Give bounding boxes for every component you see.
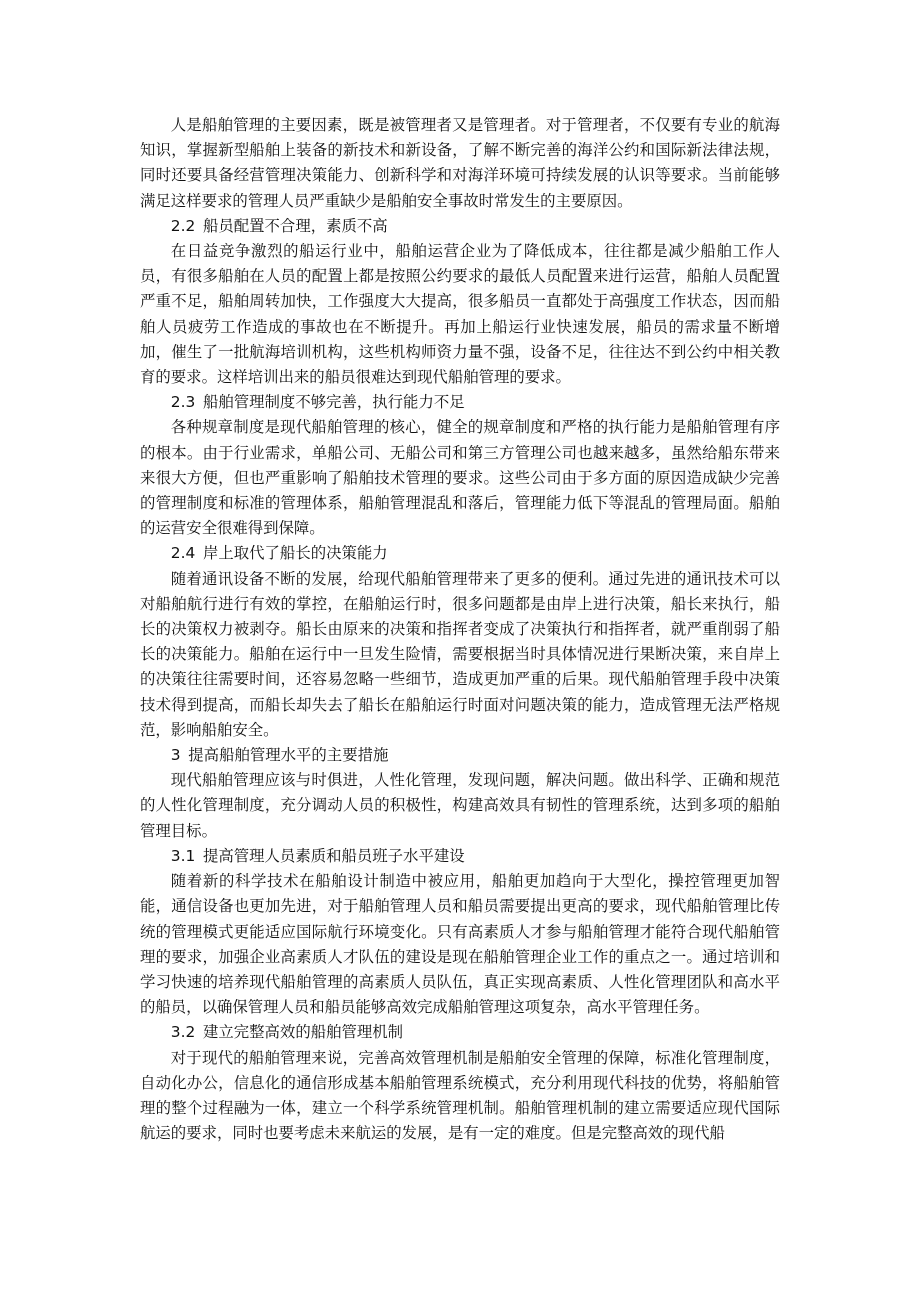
document-body	[140, 113, 780, 1146]
section-title: 提高管理人员素质和船员班子水平建设	[202, 846, 465, 865]
section-title: 船员配置不合理，素质不高	[202, 216, 388, 235]
paragraph-crew-allocation: 在日益竞争激烈的船运行业中，船舶运营企业为了降低成本，往往都是减少船舶工作人员，有很多船舶在人员的配置上都是按照公约要求的最低人员配置来进行运营，船舶人员配置严重不足，船舶周转加快，工作强度大大提高，很多船员一直都处于高强度工作状态，因而船舶人员疲劳工作造成的事故也在不断提升。再加上船运行业快速发展，船员的需求量不断增加，催生了一批航海培训机构，这些机构师资力量不强，设备不足，往往达不到公约中相关教育的要求。这样培训出来的船员很难达到现代船舶管理的要求。	[140, 242, 780, 387]
section-heading-2-4	[140, 541, 780, 566]
paragraph-personnel-quality: 随着新的科学技术在船舶设计制造中被应用，船舶更加趋向于大型化，操控管理更加智能，通信设备也更加先进，对于船舶管理人员和船员需要提出更高的要求，现代船舶管理比传统的管理模式更能适应国际航行环境变化。只有高素质人才参与船舶管理才能符合现代船舶管理的要求，加强企业高素质人才队伍的建设是现在船舶管理企业工作的重点之一。通过培训和学习快速的培养现代船舶管理的高素质人员队伍，真正实现高素质、人性化管理团队和高水平的船员，以确保管理人员和船员能够高效完成船舶管理这项复杂，高水平管理任务。	[140, 872, 780, 1017]
section-number: 3.2	[170, 1023, 196, 1042]
section-heading-3-1	[140, 844, 780, 869]
paragraph-captain-decision: 随着通讯设备不断的发展，给现代船舶管理带来了更多的便利。通过先进的通讯技术可以对船舶航行进行有效的掌控，在船舶运行时，很多问题都是由岸上进行决策，船长来执行，船长的决策权力被剥夺。船长由原来的决策和指挥者变成了决策执行和指挥者，就严重削弱了船长的决策能力。船舶在运行中一旦发生险情，需要根据当时具体情况进行果断决策，来自岸上的决策往往需要时间，还容易忽略一些细节，造成更加严重的后果。现代船舶管理手段中决策技术得到提高，而船长却失去了船长在船舶运行时面对问题决策的能力，造成管理无法严格规范，影响船舶安全。	[140, 569, 780, 739]
paragraph-management-system: 各种规章制度是现代船舶管理的核心，健全的规章制度和严格的执行能力是船舶管理有序的根本。由于行业需求，单船公司、无船公司和第三方管理公司也越来越多，虽然给船东带来来很大方便，但也严重影响了船舶技术管理的要求。这些公司由于多方面的原因造成缺少完善的管理制度和标准的管理体系，船舶管理混乱和落后，管理能力低下等混乱的管理局面。船舶的运营安全很难得到保障。	[140, 418, 780, 538]
section-heading-2-3	[140, 390, 780, 415]
section-title: 提高船舶管理水平的主要措施	[188, 746, 389, 765]
paragraph-management-mechanism: 对于现代的船舶管理来说，完善高效管理机制是船舶安全管理的保障，标准化管理制度，自动化办公，信息化的通信形成基本船舶管理系统模式，充分利用现代科技的优势，将船舶管理的整个过程融为一体，建立一个科学系统管理机制。船舶管理机制的建立需要适应现代国际航运的要求，同时也要考虑未来航运的发展，是有一定的难度。但是完整高效的现代船	[140, 1048, 780, 1143]
section-number: 2.2	[170, 216, 196, 235]
section-number: 3.1	[170, 846, 196, 865]
section-title: 船舶管理制度不够完善，执行能力不足	[202, 393, 465, 412]
paragraph-main-measures: 现代船舶管理应该与时俱进，人性化管理，发现问题，解决问题。做出科学、正确和规范的人性化管理制度，充分调动人员的积极性，构建高效具有韧性的管理系统，达到多项的船舶管理目标。	[140, 771, 780, 840]
section-number: 2.3	[170, 393, 196, 412]
section-heading-3-2	[140, 1020, 780, 1045]
section-number: 2.4	[170, 544, 196, 563]
section-number: 3	[170, 746, 181, 765]
section-heading-3	[140, 743, 780, 768]
paragraph-manager-factor: 人是船舶管理的主要因素，既是被管理者又是管理者。对于管理者，不仅要有专业的航海知识，掌握新型船舶上装备的新技术和新设备，了解不断完善的海洋公约和国际新法律法规，同时还要具备经营管理决策能力、创新科学和对海洋环境可持续发展的认识等要求。当前能够满足这样要求的管理人员严重缺少是船舶安全事故时常发生的主要原因。	[140, 116, 780, 210]
section-heading-2-2	[140, 214, 780, 239]
section-title: 建立完整高效的船舶管理机制	[202, 1023, 404, 1042]
section-title: 岸上取代了船长的决策能力	[202, 544, 388, 563]
